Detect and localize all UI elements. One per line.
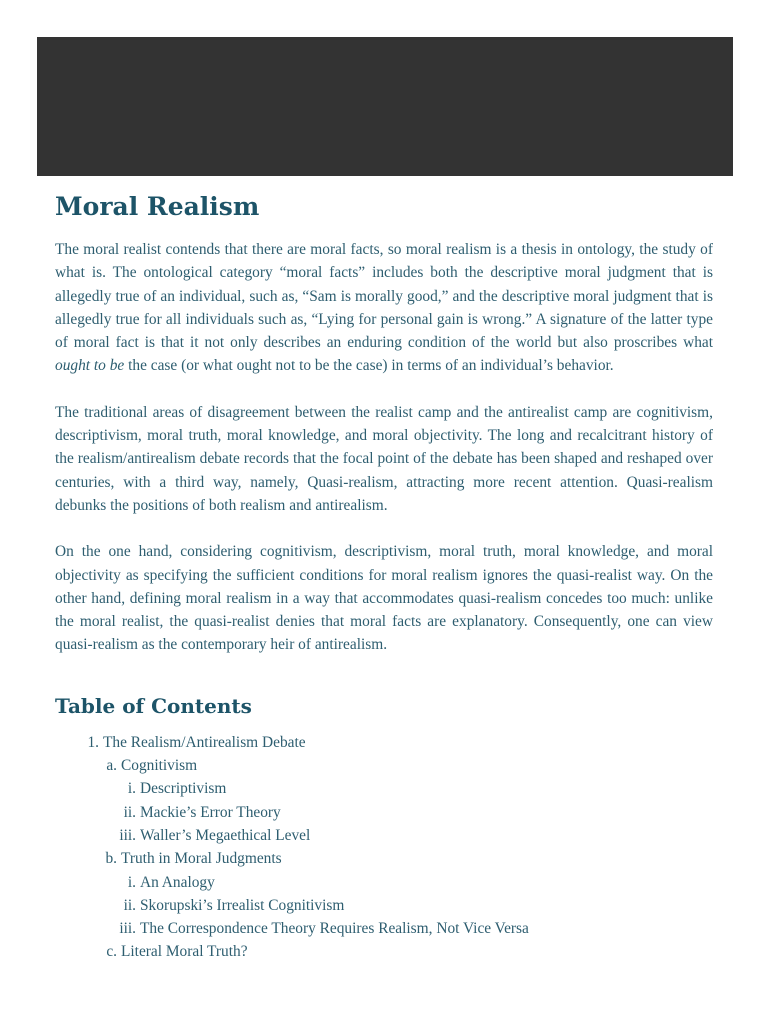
toc-item-number: 1. (87, 733, 99, 751)
paragraph-quasi-realism: On the one hand, considering cognitivism, descriptivism, moral truth, moral knowledge, and moral objectivity as specifying the sufficient conditions for moral realism ignores the quasi-realist way. On the other hand, defining moral realism in a way that accommodates quasi-realism concedes too much: unlike the moral realist, the quasi-realist denies that moral facts are explanatory. Consequently, one can view quasi-realism as the contemporary heir of antirealism. (55, 543, 713, 654)
toc-item-link[interactable]: Truth in Moral Judgments (121, 850, 282, 868)
toc-item-link[interactable]: Literal Moral Truth? (121, 943, 248, 961)
toc-item-link[interactable]: An Analogy (140, 873, 215, 891)
toc-item[interactable] (55, 824, 713, 847)
toc-item-number: ii. (123, 896, 136, 914)
toc-item[interactable] (55, 871, 713, 894)
toc-item-link[interactable]: Cognitivism (121, 757, 198, 775)
toc-item-number: iii. (119, 826, 136, 844)
table-of-contents (55, 731, 713, 964)
header-banner (37, 37, 733, 176)
toc-item-link[interactable]: Descriptivism (140, 780, 227, 798)
toc-item-link[interactable]: Waller’s Megaethical Level (140, 826, 311, 844)
toc-item-number: b. (105, 850, 117, 868)
paragraph-intro (55, 238, 713, 378)
toc-item[interactable] (55, 917, 713, 940)
toc-item-number: iii. (119, 920, 136, 938)
toc-item-number: i. (127, 780, 136, 798)
toc-item-number: i. (127, 873, 136, 891)
toc-item-link[interactable]: The Correspondence Theory Requires Realism, Not Vice Versa (140, 920, 529, 938)
toc-item-link[interactable]: Mackie’s Error Theory (140, 803, 281, 821)
toc-item-number: a. (106, 757, 117, 775)
toc-item[interactable] (55, 940, 713, 963)
toc-item[interactable] (55, 754, 713, 777)
toc-item-link[interactable]: The Realism/Antirealism Debate (103, 733, 306, 751)
toc-heading: Table of Contents (55, 693, 252, 718)
toc-item-number: ii. (123, 803, 136, 821)
paragraph-disagreement: The traditional areas of disagreement between the realist camp and the antirealist camp are cognitivism, descriptivism, moral truth, moral knowledge, and moral objectivity. The long and recalcitrant history of the realism/antirealism debate records that the focal point of the debate has been shaped and reshaped over centuries, with a third way, namely, Quasi-realism, attracting more recent attention. Quasi-realism debunks the positions of both realism and antirealism. (55, 403, 713, 514)
article-content (55, 190, 713, 964)
toc-item-link[interactable]: Skorupski’s Irrealist Cognitivism (140, 896, 345, 914)
toc-item[interactable] (55, 801, 713, 824)
toc-item[interactable] (55, 894, 713, 917)
paragraph-intro-text-a: The moral realist contends that there are moral facts, so moral realism is a thesis in ontology, the study of what is. The ontological category “moral facts” includes both the descriptive moral judgment that is allegedly true of an individual, such as, “Sam is morally good,” and the descriptive moral judgment that is allegedly true for all individuals such as, “Lying for personal gain is wrong.” A signature of the latter type of moral fact is that it not only describes an enduring condition of the world but also proscribes what (55, 241, 713, 352)
toc-item[interactable] (55, 777, 713, 800)
paragraph-intro-text-b: the case (or what ought not to be the case) in terms of an individual’s behavior. (124, 357, 614, 375)
toc-item-number: c. (106, 943, 117, 961)
toc-item[interactable] (55, 847, 713, 870)
page-title: Moral Realism (55, 192, 260, 221)
toc-item[interactable] (55, 731, 713, 754)
paragraph-intro-emphasis: ought to be (55, 357, 125, 375)
